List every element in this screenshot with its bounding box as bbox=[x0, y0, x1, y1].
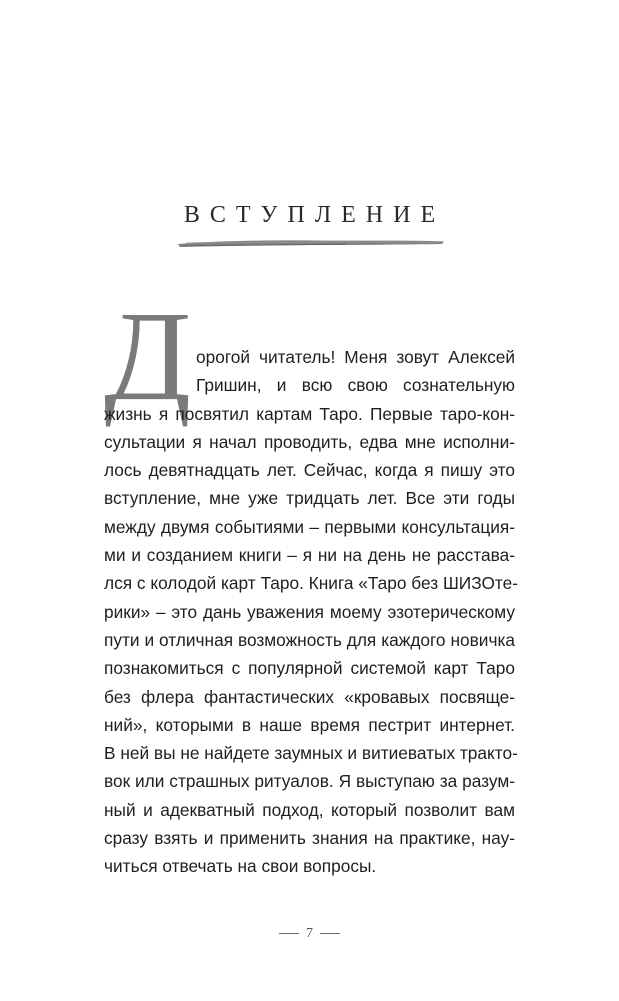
text-line: читься отвечать на свои вопросы. bbox=[104, 856, 377, 877]
drop-cap-letter: Д bbox=[104, 285, 192, 427]
text-line: ми и созданием книги – я ни на день не расстава- bbox=[104, 545, 515, 566]
text-line: жизнь я посвятил картам Таро. Первые таро-кон- bbox=[104, 403, 515, 424]
chapter-title: ВСТУПЛЕНИЕ bbox=[183, 202, 446, 228]
page-number-footer bbox=[0, 926, 619, 942]
text-line: сразу взять и применить знания на практике, нау- bbox=[104, 828, 515, 849]
text-line: Гришин, и всю свою сознательную bbox=[196, 375, 515, 396]
text-line: ный и адекватный подход, который позволит вам bbox=[104, 799, 515, 820]
text-line: лось девятнадцать лет. Сейчас, когда я пишу это bbox=[104, 460, 515, 481]
text-line: ний», которыми в наше время пестрит интернет. bbox=[104, 714, 515, 735]
text-line: вступление, мне уже тридцать лет. Все эти годы bbox=[104, 488, 515, 509]
brush-stroke-divider bbox=[176, 235, 446, 249]
text-line: рики» – это дань уважения моему эзотерическому bbox=[104, 601, 515, 622]
intro-paragraph bbox=[104, 343, 518, 881]
page-number: 7 bbox=[306, 926, 313, 941]
text-line: орогой читатель! Меня зовут Алексей bbox=[196, 347, 515, 367]
text-line: сультации я начал проводить, едва мне исполни- bbox=[104, 431, 515, 452]
text-line: пути и отличная возможность для каждого новичка bbox=[104, 629, 515, 650]
folio-dash-right bbox=[320, 933, 340, 934]
text-line: В ней вы не найдете заумных и витиеватых тракто- bbox=[104, 743, 518, 764]
text-line: вок или страшных ритуалов. Я выступаю за разум- bbox=[104, 771, 515, 792]
text-line: без флера фантастических «кровавых посвяще- bbox=[104, 686, 515, 707]
text-line: лся с колодой карт Таро. Книга «Таро без ШИЗОте- bbox=[104, 573, 518, 594]
folio-dash-left bbox=[279, 933, 299, 934]
text-line: познакомиться с популярной системой карт Таро bbox=[104, 658, 515, 679]
text-line: между двумя событиями – первыми консультация- bbox=[104, 516, 515, 537]
